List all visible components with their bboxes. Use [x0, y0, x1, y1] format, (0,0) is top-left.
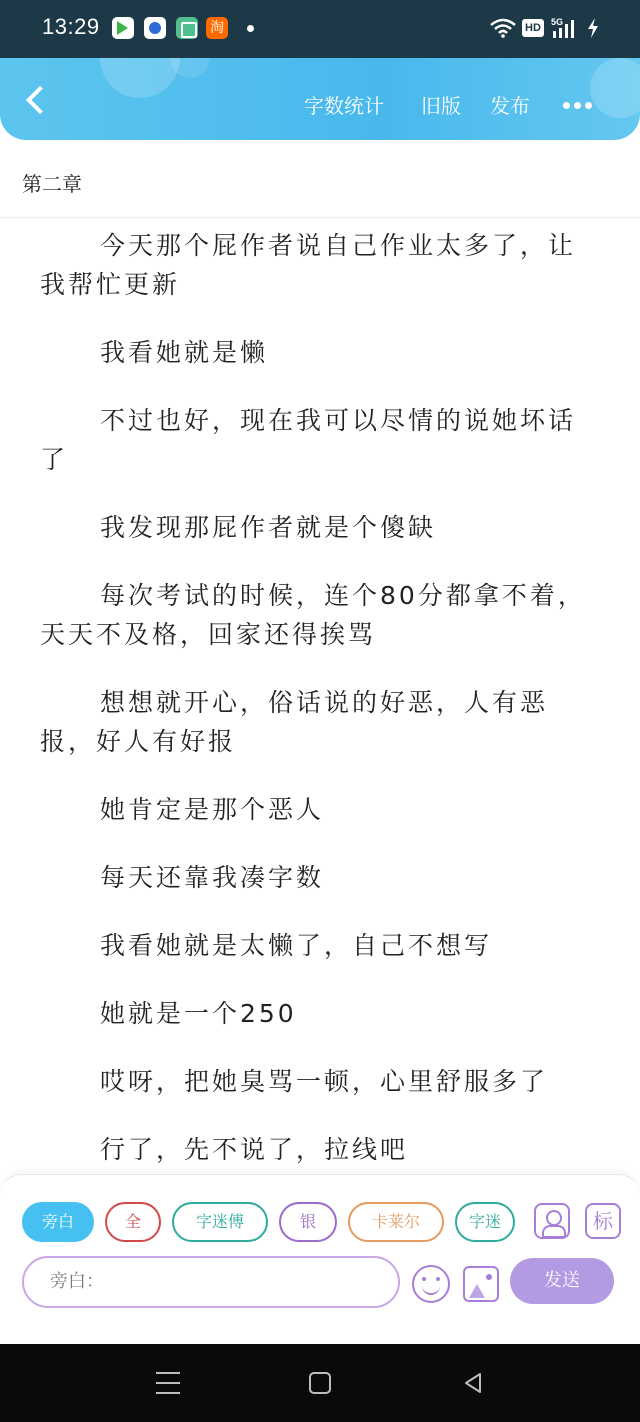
system-nav-bar [0, 1344, 640, 1422]
story-paragraph: 每天还靠我凑字数 [100, 863, 325, 892]
tag-button[interactable]: 标 [585, 1203, 621, 1239]
back-triangle-icon[interactable] [462, 1372, 484, 1394]
story-paragraph: 哎呀，把她臭骂一顿，心里舒服多了 [100, 1067, 549, 1096]
recent-apps-icon[interactable] [156, 1372, 180, 1394]
character-chip-list[interactable] [22, 1202, 516, 1244]
wifi-icon [490, 18, 516, 38]
chapter-title[interactable]: 第二章 [22, 172, 82, 196]
story-paragraph: 她就是一个250 [100, 999, 297, 1028]
spacer [0, 1308, 640, 1344]
character-chip[interactable]: 卡莱尔 [348, 1202, 444, 1242]
battery-charging-icon [586, 17, 600, 39]
story-paragraph: 每次考试的时候，连个80分都拿不着，天天不及格，回家还得挨骂 [40, 581, 586, 649]
word-count-button[interactable]: 字数统计 [304, 94, 384, 118]
story-paragraph: 我看她就是懒 [100, 338, 269, 367]
story-paragraph: 她肯定是那个恶人 [100, 795, 325, 824]
old-version-button[interactable]: 旧版 [421, 94, 461, 118]
character-chip[interactable]: 银 [279, 1202, 337, 1242]
character-manage-icon[interactable] [534, 1203, 570, 1239]
more-options-icon[interactable] [563, 94, 597, 108]
send-button[interactable]: 发送 [510, 1258, 614, 1304]
message-composer [0, 1174, 640, 1308]
character-chip[interactable]: 字迷 [455, 1202, 515, 1242]
story-paragraph: 行了，先不说了，拉线吧 [100, 1135, 409, 1164]
character-chip-narrator[interactable]: 旁白 [22, 1202, 94, 1242]
message-input[interactable]: 旁白： [22, 1256, 400, 1308]
decor-bubble [100, 58, 180, 98]
editor-header [0, 58, 640, 140]
story-content[interactable] [40, 226, 600, 1174]
signal-icon [551, 17, 581, 39]
image-icon[interactable] [463, 1266, 499, 1302]
back-button[interactable] [22, 84, 52, 120]
decor-bubble [590, 58, 640, 118]
publish-button[interactable]: 发布 [490, 94, 530, 118]
network-type-label: 5G [551, 17, 564, 27]
notes-app-icon [176, 17, 198, 39]
notification-dot-icon [247, 25, 254, 32]
status-bar [0, 0, 640, 58]
character-chip[interactable]: 全 [105, 1202, 161, 1242]
taobao-icon: 淘 [206, 17, 228, 39]
hd-badge: HD [522, 19, 544, 37]
story-paragraph: 我看她就是太懒了，自己不想写 [100, 931, 493, 960]
emoji-icon[interactable] [412, 1265, 450, 1303]
story-paragraph: 不过也好，现在我可以尽情的说她坏话了 [40, 406, 577, 474]
video-app-icon [112, 17, 134, 39]
home-icon[interactable] [309, 1372, 331, 1394]
status-time: 13:29 [42, 14, 100, 39]
story-paragraph: 今天那个屁作者说自己作业太多了，让我帮忙更新 [40, 231, 577, 299]
story-paragraph: 想想就开心，俗话说的好恶，人有恶报，好人有好报 [40, 688, 549, 756]
character-chip[interactable]: 字迷傅 [172, 1202, 268, 1242]
chapter-bar [0, 140, 640, 218]
story-paragraph: 我发现那屁作者就是个傻缺 [100, 513, 437, 542]
baidu-icon [144, 17, 166, 39]
